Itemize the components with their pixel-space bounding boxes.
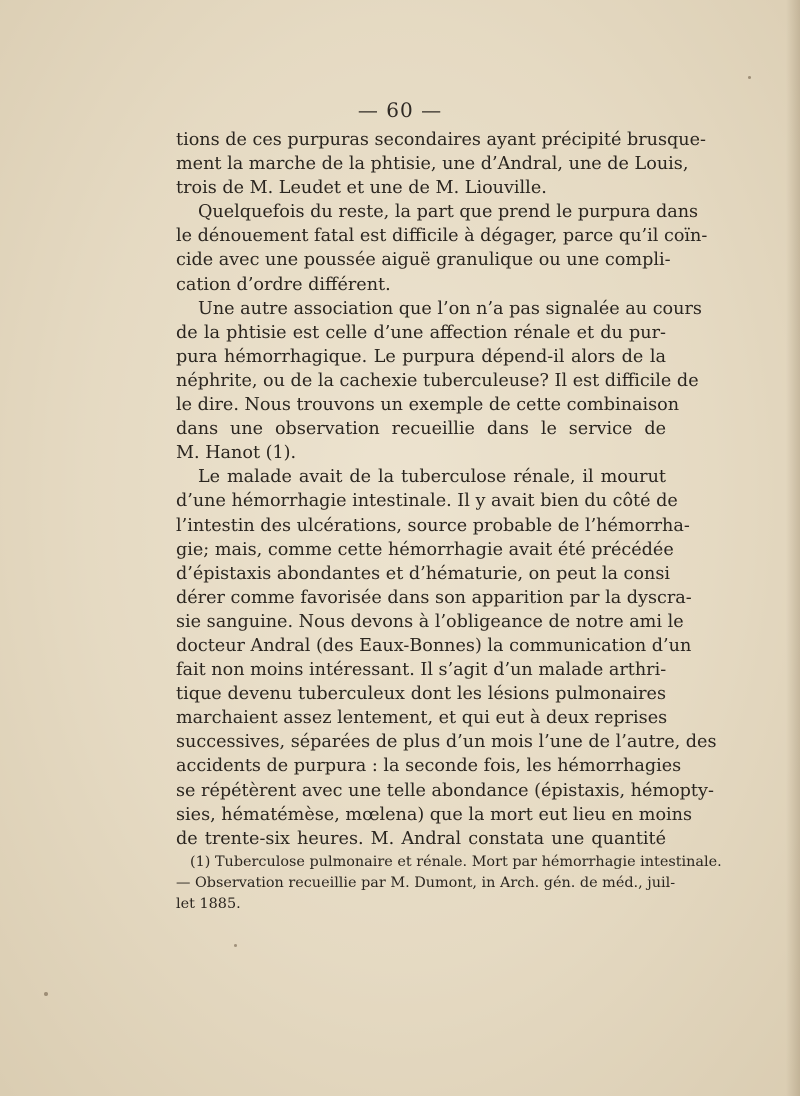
body-line: cation d’ordre différent. [176,274,391,295]
body-line: de la phtisie est celle d’une affection rénale et du pur- [176,322,666,343]
body-line: dans une observation recueillie dans le service de [176,419,666,440]
body-line: se répétèrent avec une telle abondance (épistaxis, hémopty- [176,780,714,801]
body-line: fait non moins intéressant. Il s’agit d’un malade arthri- [176,660,667,681]
body-line: le dénouement fatal est difficile à dégager, parce qu’il coïn- [176,226,708,247]
body-line: docteur Andral (des Eaux-Bonnes) la communication d’un [176,635,692,656]
body-line: l’intestin des ulcérations, source probable de l’hémorrha- [176,515,690,536]
page-number: — 60 — [357,98,443,122]
footnote-line: — Observation recueillie par M. Dumont, in Arch. gén. de méd., juil- [176,875,676,891]
body-line: gie; mais, comme cette hémorrhagie avait été précédée [176,539,674,560]
body-line: sies, hématémèse, mœlena) que la mort eut lieu en moins [176,804,693,825]
body-line: sie sanguine. Nous devons à l’obligeance de notre ami le [176,611,684,632]
body-line: Quelquefois du reste, la part que prend le purpura dans [198,202,699,223]
body-line: tions de ces purpuras secondaires ayant précipité brusque- [176,130,706,150]
body-line: Une autre association que l’on n’a pas signalée au cours [198,298,702,319]
body-line: cide avec une poussée aiguë granulique ou une compli- [176,250,671,271]
body-line: d’une hémorrhagie intestinale. Il y avait bien du côté de [176,491,678,512]
paper-speck [748,76,751,79]
footnote-line: let 1885. [176,896,241,912]
body-line: de trente-six heures. M. Andral constata une quantité [176,828,666,849]
body-line: le dire. Nous trouvons un exemple de cette combinaison [176,395,680,416]
body-line: pura hémorrhagique. Le purpura dépend-il alors de la [176,346,666,367]
body-text [176,128,717,851]
body-line: M. Hanot (1). [176,443,297,464]
paper-speck [234,944,237,947]
footnote-line: (1) Tuberculose pulmonaire et rénale. Mort par hémorrhagie intestinale. [190,854,722,870]
body-line: accidents de purpura : la seconde fois, les hémorrhagies [176,756,682,777]
footnotes [176,852,722,915]
body-line: néphrite, ou de la cachexie tuberculeuse? Il est difficile de [176,370,699,391]
body-line: d’épistaxis abondantes et d’hématurie, on peut la consi [176,563,670,584]
body-line: trois de M. Leudet et une de M. Liouville. [176,178,547,199]
body-line: ment la marche de la phtisie, une d’Andral, une de Louis, [176,154,689,175]
body-line: marchaient assez lentement, et qui eut à deux reprises [176,708,668,729]
body-line: tique devenu tuberculeux dont les lésions pulmonaires [176,684,666,705]
body-line: successives, séparées de plus d’un mois l’une de l’autre, des [176,732,717,753]
paper-speck [44,992,48,996]
body-line: Le malade avait de la tuberculose rénale, il mourut [198,467,666,488]
page-edge-shadow [786,0,800,1096]
body-line: dérer comme favorisée dans son apparition par la dyscra- [176,587,692,608]
